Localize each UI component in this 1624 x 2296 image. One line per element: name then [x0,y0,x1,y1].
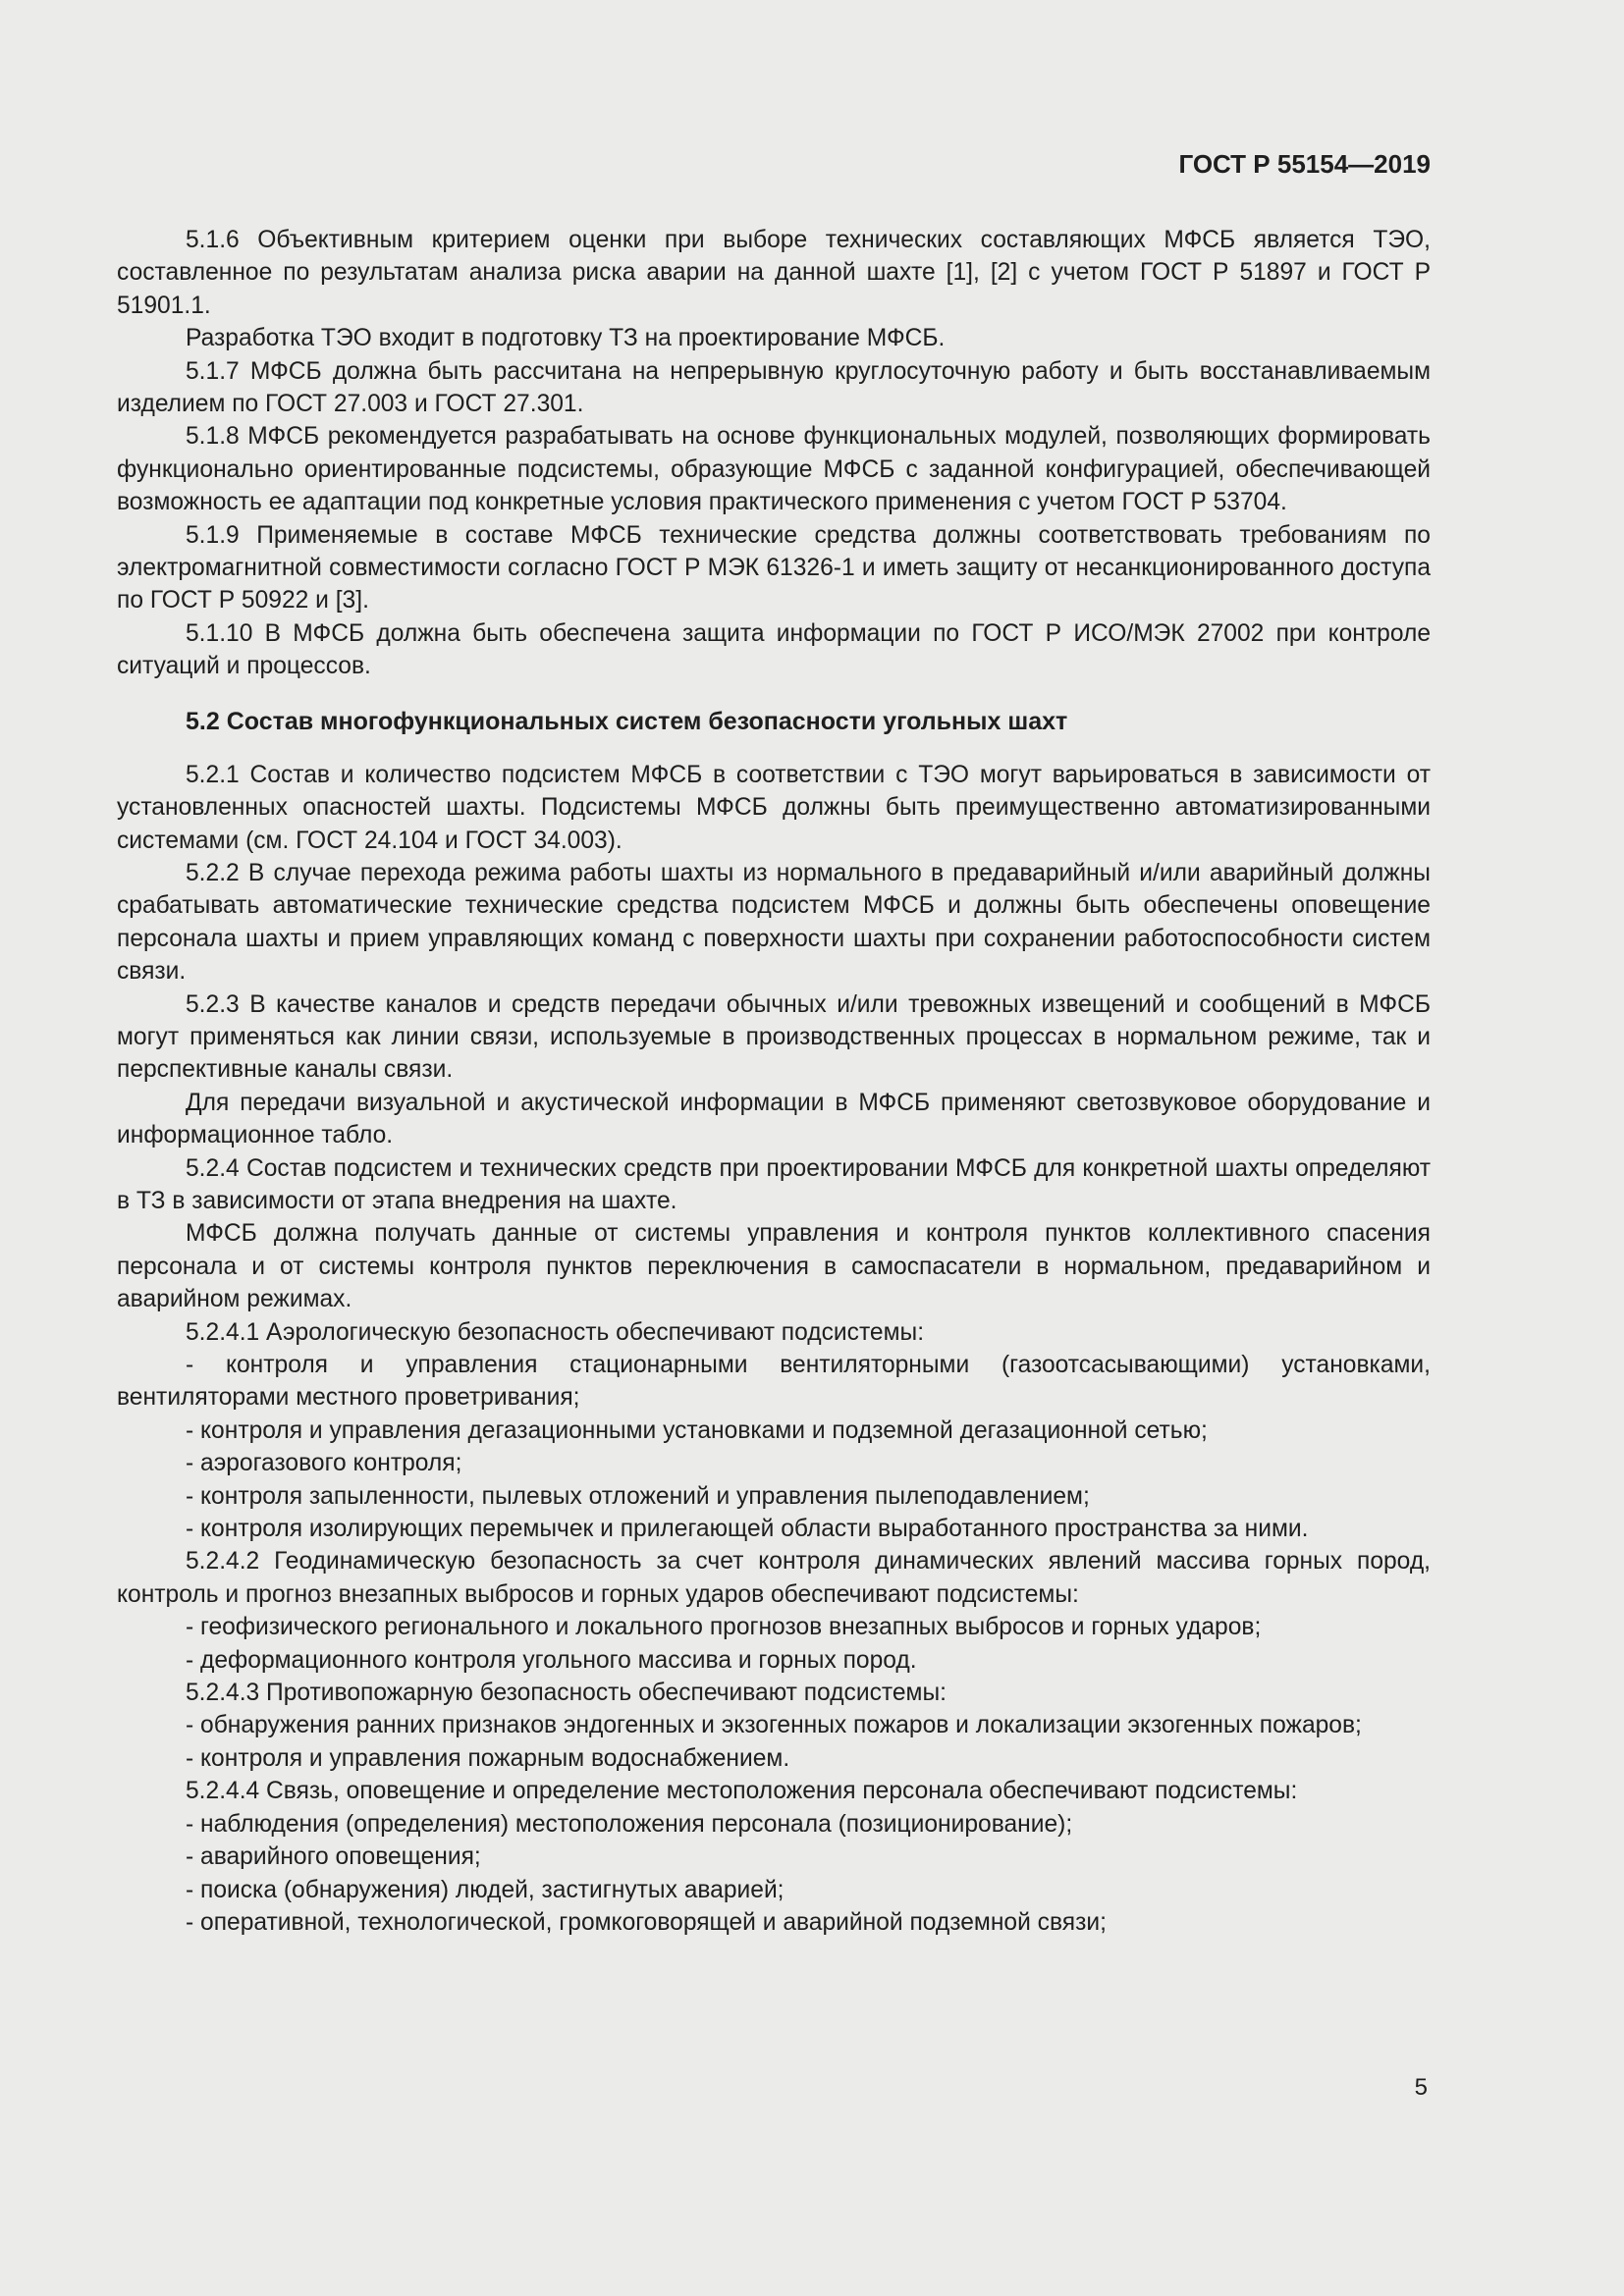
list-item: - поиска (обнаружения) людей, застигнутых аварией; [186,1876,785,1903]
document-header-id: ГОСТ Р 55154—2019 [1178,149,1431,179]
paragraph-5-2-2: 5.2.2 В случае перехода режима работы шахты из нормального в предаварийный и/или аварийный должны срабатывать автоматические технические средства подсистем МФСБ и должны быть обеспечены оповещение персонала шахты и прием управляющих команд с поверхности шахты при сохранении работоспособности систем связи. [117,859,1431,986]
list-item: - контроля и управления стационарными вентиляторными (газоотсасывающими) установками, вентиляторами местного проветривания; [117,1352,1431,1412]
list-item: - контроля изолирующих перемычек и прилегающей области выработанного пространства за ними. [186,1516,1309,1543]
paragraph-5-2-4-4: 5.2.4.4 Связь, оповещение и определение местоположения персонала обеспечивают подсистемы: [186,1778,1298,1805]
paragraph-5-1-9: 5.1.9 Применяемые в составе МФСБ технические средства должны соответствовать требованиям по электромагнитной совместимости согласно ГОСТ Р МЭК 61326-1 и иметь защиту от несанкционированного доступа по ГОСТ Р 50922 и [3]. [117,521,1431,614]
paragraph-5-2-4-2: 5.2.4.2 Геодинамическую безопасность за счет контроля динамических явлений массива горных пород, контроль и прогноз внезапных выбросов и горных ударов обеспечивают подсистемы: [117,1548,1431,1608]
list-item: - обнаружения ранних признаков эндогенных и экзогенных пожаров и локализации экзогенных пожаров; [186,1712,1362,1739]
paragraph-5-2-4-3: 5.2.4.3 Противопожарную безопасность обеспечивают подсистемы: [186,1680,947,1707]
list-item: - контроля запыленности, пылевых отложений и управления пылеподавлением; [186,1482,1090,1510]
list-item: - геофизического регионального и локального прогнозов внезапных выбросов и горных ударов; [186,1614,1262,1641]
paragraph-5-1-7: 5.1.7 МФСБ должна быть рассчитана на непрерывную круглосуточную работу и быть восстанавливаемым изделием по ГОСТ 27.003 и ГОСТ 27.301. [117,357,1431,418]
section-heading-5-2: 5.2 Состав многофункциональных систем безопасности угольных шахт [186,707,1068,735]
list-item: - аэрогазового контроля; [186,1450,462,1477]
document-body [117,224,1431,1939]
paragraph-5-1-6: 5.1.6 Объективным критерием оценки при выборе технических составляющих МФСБ является ТЭО, составленное по результатам анализа риска аварии на данной шахте [1], [2] с учетом ГОСТ Р 51897 и ГОСТ Р 51901.1. [117,227,1431,319]
list-item: - оперативной, технологической, громкоговорящей и аварийной подземной связи; [186,1908,1107,1936]
list-item: - наблюдения (определения) местоположения персонала (позиционирование); [186,1810,1073,1838]
paragraph-5-2-4: 5.2.4 Состав подсистем и технических средств при проектировании МФСБ для конкретной шахты определяют в ТЗ в зависимости от этапа внедрения на шахте. [117,1154,1431,1214]
paragraph-5-2-3: 5.2.3 В качестве каналов и средств передачи обычных и/или тревожных извещений и сообщений в МФСБ могут применяться как линии связи, используемые в производственных процессах в нормальном режиме, так и перспективные каналы связи. [117,990,1431,1084]
list-item: - контроля и управления дегазационными установками и подземной дегазационной сетью; [186,1416,1208,1444]
list-item: - аварийного оповещения; [186,1843,481,1871]
paragraph-5-1-10: 5.1.10 В МФСБ должна быть обеспечена защита информации по ГОСТ Р ИСО/МЭК 27002 при контроле ситуаций и процессов. [117,619,1431,680]
list-item: - деформационного контроля угольного массива и горных пород. [186,1646,917,1674]
paragraph-5-2-1: 5.2.1 Состав и количество подсистем МФСБ в соответствии с ТЭО могут варьироваться в зависимости от установленных опасностей шахты. Подсистемы МФСБ должны быть преимущественно автоматизированными системами (см. ГОСТ 24.104 и ГОСТ 34.003). [117,761,1431,854]
paragraph-visual-acoustic: Для передачи визуальной и акустической информации в МФСБ применяют светозвуковое оборудование и информационное табло. [117,1089,1431,1149]
list-item: - контроля и управления пожарным водоснабжением. [186,1744,790,1772]
paragraph-5-1-8: 5.1.8 МФСБ рекомендуется разрабатывать на основе функциональных модулей, позволяющих формировать функционально ориентированные подсистемы, образующие МФСБ с заданной конфигурацией, обеспечивающей возможность ее адаптации под конкретные условия практического применения с учетом ГОСТ Р 53704. [117,423,1431,516]
page-number: 5 [1414,2074,1428,2101]
paragraph-mfsb-data: МФСБ должна получать данные от системы управления и контроля пунктов коллективного спасения персонала и от системы контроля пунктов переключения в самоспасатели в нормальном, предаварийном и аварийном режимах. [117,1220,1431,1313]
paragraph-5-2-4-1: 5.2.4.1 Аэрологическую безопасность обеспечивают подсистемы: [186,1318,925,1346]
paragraph-teo-development: Разработка ТЭО входит в подготовку ТЗ на проектирование МФСБ. [186,325,946,352]
